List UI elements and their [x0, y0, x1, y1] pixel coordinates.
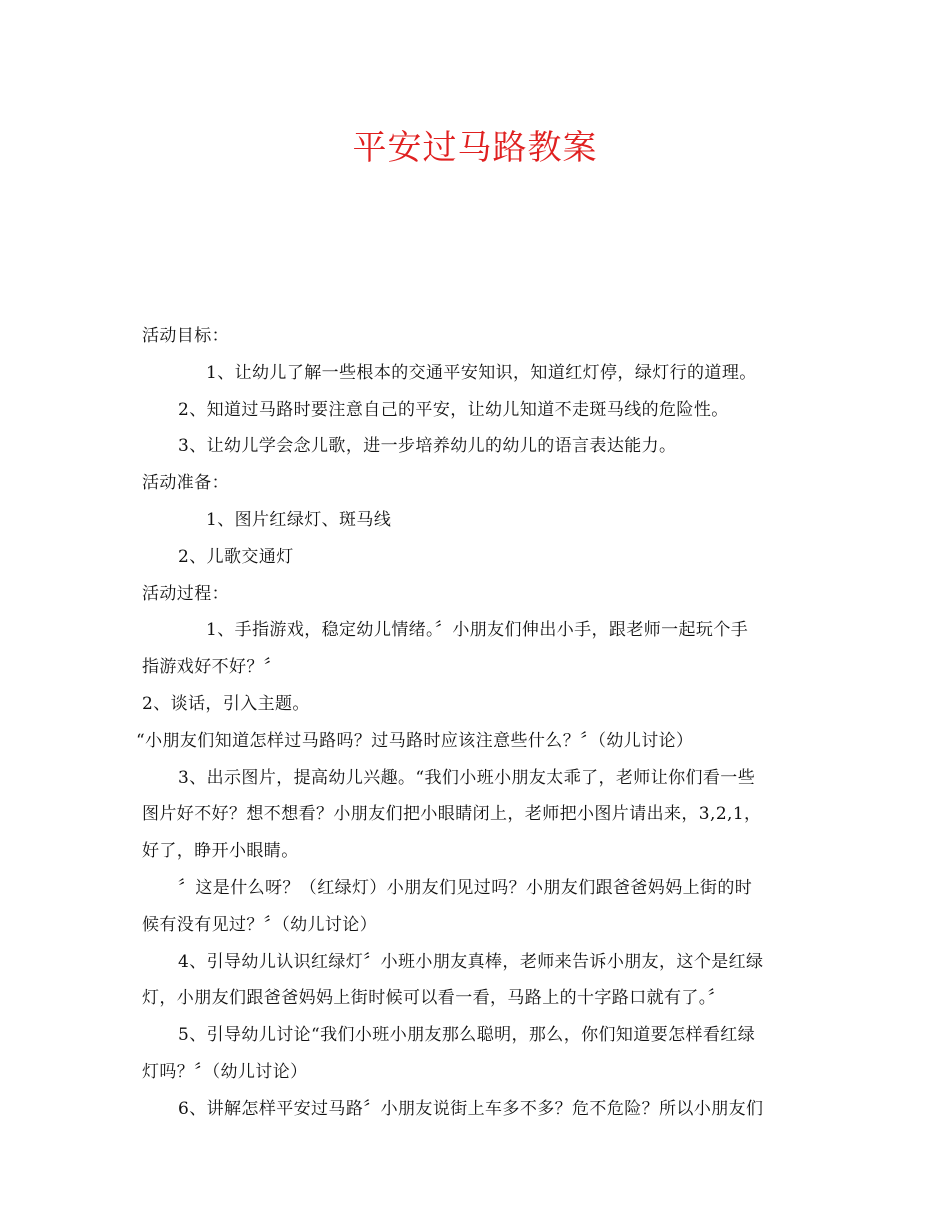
paragraph: 2、知道过马路时要注意自己的平安，让幼儿知道不走斑马线的危险性。 — [178, 399, 729, 420]
document-title: 平安过马路教案 — [352, 128, 598, 168]
paragraph: 1、图片红绿灯、斑马线 — [206, 509, 392, 530]
paragraph: 6、讲解怎样平安过马路〞小朋友说街上车多不多？危不危险？所以小朋友们 — [178, 1098, 764, 1119]
paragraph: 4、引导幼儿认识红绿灯〞小班小朋友真棒，老师来告诉小朋友，这个是红绿 — [178, 951, 764, 972]
paragraph-continuation: 好了，睁开小眼睛。 — [142, 841, 299, 862]
section-heading-goals: 活动目标： — [142, 326, 229, 346]
paragraph: 〞这是什么呀？（红绿灯）小朋友们见过吗？小朋友们跟爸爸妈妈上街的时 — [178, 877, 753, 898]
paragraph-continuation: 灯，小朋友们跟爸爸妈妈上街时候可以看一看，马路上的十字路口就有了。〞 — [142, 988, 726, 1009]
paragraph: 2、儿歌交通灯 — [178, 546, 294, 567]
paragraph: 5、引导幼儿讨论“我们小班小朋友那么聪明，那么，你们知道要怎样看红绿 — [178, 1025, 756, 1046]
paragraph-continuation: 图片好不好？想不想看？小朋友们把小眼睛闭上，老师把小图片请出来，3,2,1， — [142, 804, 762, 825]
paragraph-continuation: 指游戏好不好？〞 — [142, 657, 282, 678]
paragraph: 3、让幼儿学会念儿歌，进一步培养幼儿的幼儿的语言表达能力。 — [178, 436, 677, 457]
paragraph: 3、出示图片，提高幼儿兴趣。“我们小班小朋友太乖了，老师让你们看一些 — [178, 767, 756, 788]
paragraph: 1、让幼儿了解一些根本的交通平安知识，知道红灯停，绿灯行的道理。 — [206, 362, 757, 383]
section-heading-process: 活动过程： — [142, 583, 229, 604]
paragraph: 1、手指游戏，稳定幼儿情绪。〞小朋友们伸出小手，跟老师一起玩个手 — [206, 620, 749, 641]
paragraph-continuation: 灯吗？〞（幼儿讨论） — [142, 1061, 308, 1082]
document-body — [136, 318, 810, 1128]
paragraph: 2、谈话，引入主题。 — [142, 693, 310, 714]
paragraph-continuation: 候有没有见过？〞（幼儿讨论） — [142, 914, 378, 935]
paragraph: “小朋友们知道怎样过马路吗？过马路时应该注意些什么？〞（幼儿讨论） — [136, 730, 694, 751]
section-heading-preparation: 活动准备： — [142, 473, 229, 494]
